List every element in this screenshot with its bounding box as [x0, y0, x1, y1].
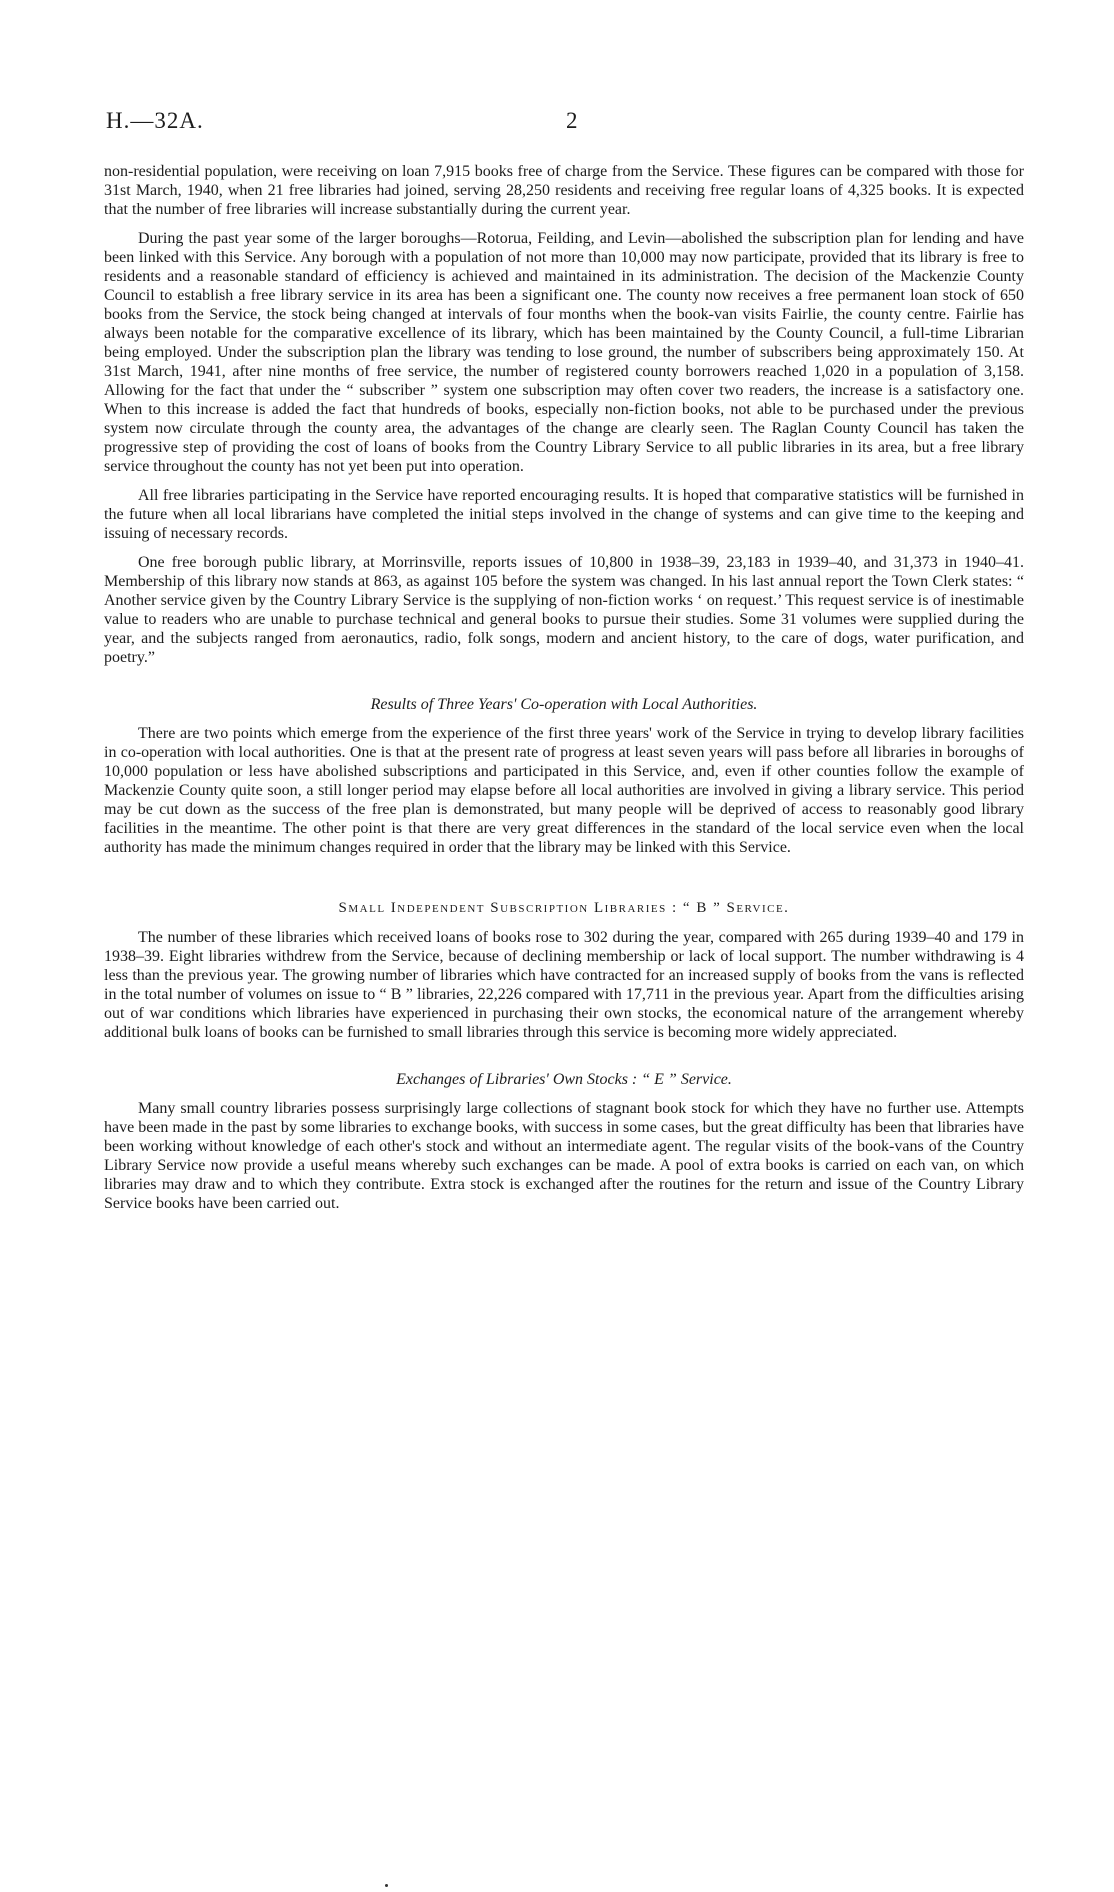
paragraph-e-service: Many small country libraries possess surprisingly large collections of stagnant book stock for which they have no further use. Attempts have been made in the past by some libraries to exchange books, with success in some cases, but the great difficulty has been that libraries have been working without knowledge of each other's stock and without an intermediate agent. The regular visits of the book-vans of the Country Library Service now provide a useful means whereby such exchanges can be made. A pool of extra books is carried on each van, on which libraries may draw and to which they contribute. Extra stock is exchanged after the routines for the return and issue of the Country Library Service books have been carried out.: [104, 1100, 1024, 1212]
page-number: 2: [566, 108, 578, 133]
paragraph-continued: non-residential population, were receiving on loan 7,915 books free of charge from the Service. These figures can be compared with those for 31st March, 1940, when 21 free libraries had joined, serving 28,250 residents and receiving free regular loans of 4,325 books. It is expected that the number of free libraries will increase substantially during the current year.: [104, 163, 1024, 218]
section-heading-e-service: Exchanges of Libraries' Own Stocks : “ E ” Service.: [396, 1071, 732, 1088]
paragraph-morrinsville: One free borough public library, at Morrinsville, reports issues of 10,800 in 1938–39, 23,183 in 1939–40, and 31,373 in 1940–41. Membership of this library now stands at 863, as against 105 before the system was changed. In his last annual report the Town Clerk states: “ Another service given by the Country Library Service is the supplying of non-fiction works ‘ on request.’ This request service is of inestimable value to readers who are unable to purchase technical and general books to pursue their studies. Some 31 volumes were supplied during the year, and the subjects ranged from aeronautics, radio, folk songs, modern and ancient history, to the care of dogs, water purification, and poetry.”: [104, 554, 1024, 666]
section-heading-cooperation: Results of Three Years' Co-operation with Local Authorities.: [370, 696, 758, 713]
paragraph-cooperation: There are two points which emerge from the experience of the first three years' work of the Service in trying to develop library facilities in co-operation with local authorities. One is that at the present rate of progress at least seven years will pass before all libraries in boroughs of 10,000 population or less have abolished subscriptions and participated in this Service, and, even if other counties follow the example of Mackenzie County quite soon, a still longer period may elapse before all local authorities are involved in giving a library service. This period may be cut down as the success of the free plan is demonstrated, but many people will be deprived of access to reasonably good library facilities in the meantime. The other point is that there are very great differences in the standard of the local service even when the local authority has made the minimum changes required in order that the library may be linked with this Service.: [104, 725, 1024, 856]
paragraph-b-service: The number of these libraries which received loans of books rose to 302 during the year, compared with 265 during 1939–40 and 179 in 1938–39. Eight libraries withdrew from the Service, because of declining membership or lack of local support. The number withdrawing is 4 less than the previous year. The growing number of libraries which have contracted for an increased supply of books from the vans is reflected in the total number of volumes on issue to “ B ” libraries, 22,226 compared with 17,711 in the previous year. Apart from the difficulties arising out of war conditions which libraries have experienced in purchasing their own stocks, the economical nature of the arrangement whereby additional bulk loans of books can be furnished to small libraries through this service is becoming more widely appreciated.: [104, 929, 1024, 1041]
paragraph-boroughs: During the past year some of the larger boroughs—Rotorua, Feilding, and Levin—abolished the subscription plan for lending and have been linked with this Service. Any borough with a population of not more than 10,000 may now participate, provided that its library is free to residents and a reasonable standard of efficiency is achieved and maintained in its administration. The decision of the Mackenzie County Council to establish a free library service in its area has been a significant one. The county now receives a free permanent loan stock of 650 books from the Service, the stock being changed at intervals of four months when the book-van visits Fairlie, the county centre. Fairlie has always been notable for the comparative excellence of its library, which has been maintained by the County Council, a full-time Librarian being employed. Under the subscription plan the library was tending to lose ground, the number of subscribers being approximately 150. At 31st March, 1941, after nine months of free service, the number of registered county borrowers reached 1,020 in a population of 3,158. Allowing for the fact that under the “ subscriber ” system one subscription may often cover two readers, the increase is a satisfactory one. When to this increase is added the fact that hundreds of books, especially non-fiction books, not able to be purchased under the previous system now circulate through the county area, the advantages of the change are clearly seen. The Raglan County Council has taken the progressive step of providing the cost of loans of books from the Country Library Service to all public libraries in its area, but a free library service throughout the county has not yet been put into operation.: [104, 230, 1024, 475]
body-text: [104, 162, 1024, 1223]
section-heading-b-service: Small Independent Subscription Libraries : “ B ” Service.: [338, 900, 790, 916]
print-speck: [385, 1884, 388, 1887]
paragraph-results: All free libraries participating in the Service have reported encouraging results. It is hoped that comparative statistics will be furnished in the future when all local librarians have completed the initial steps involved in the change of systems and can give time to the keeping and issuing of necessary records.: [104, 487, 1024, 542]
document-reference: H.—32A.: [106, 108, 204, 133]
running-head: [106, 108, 1036, 138]
